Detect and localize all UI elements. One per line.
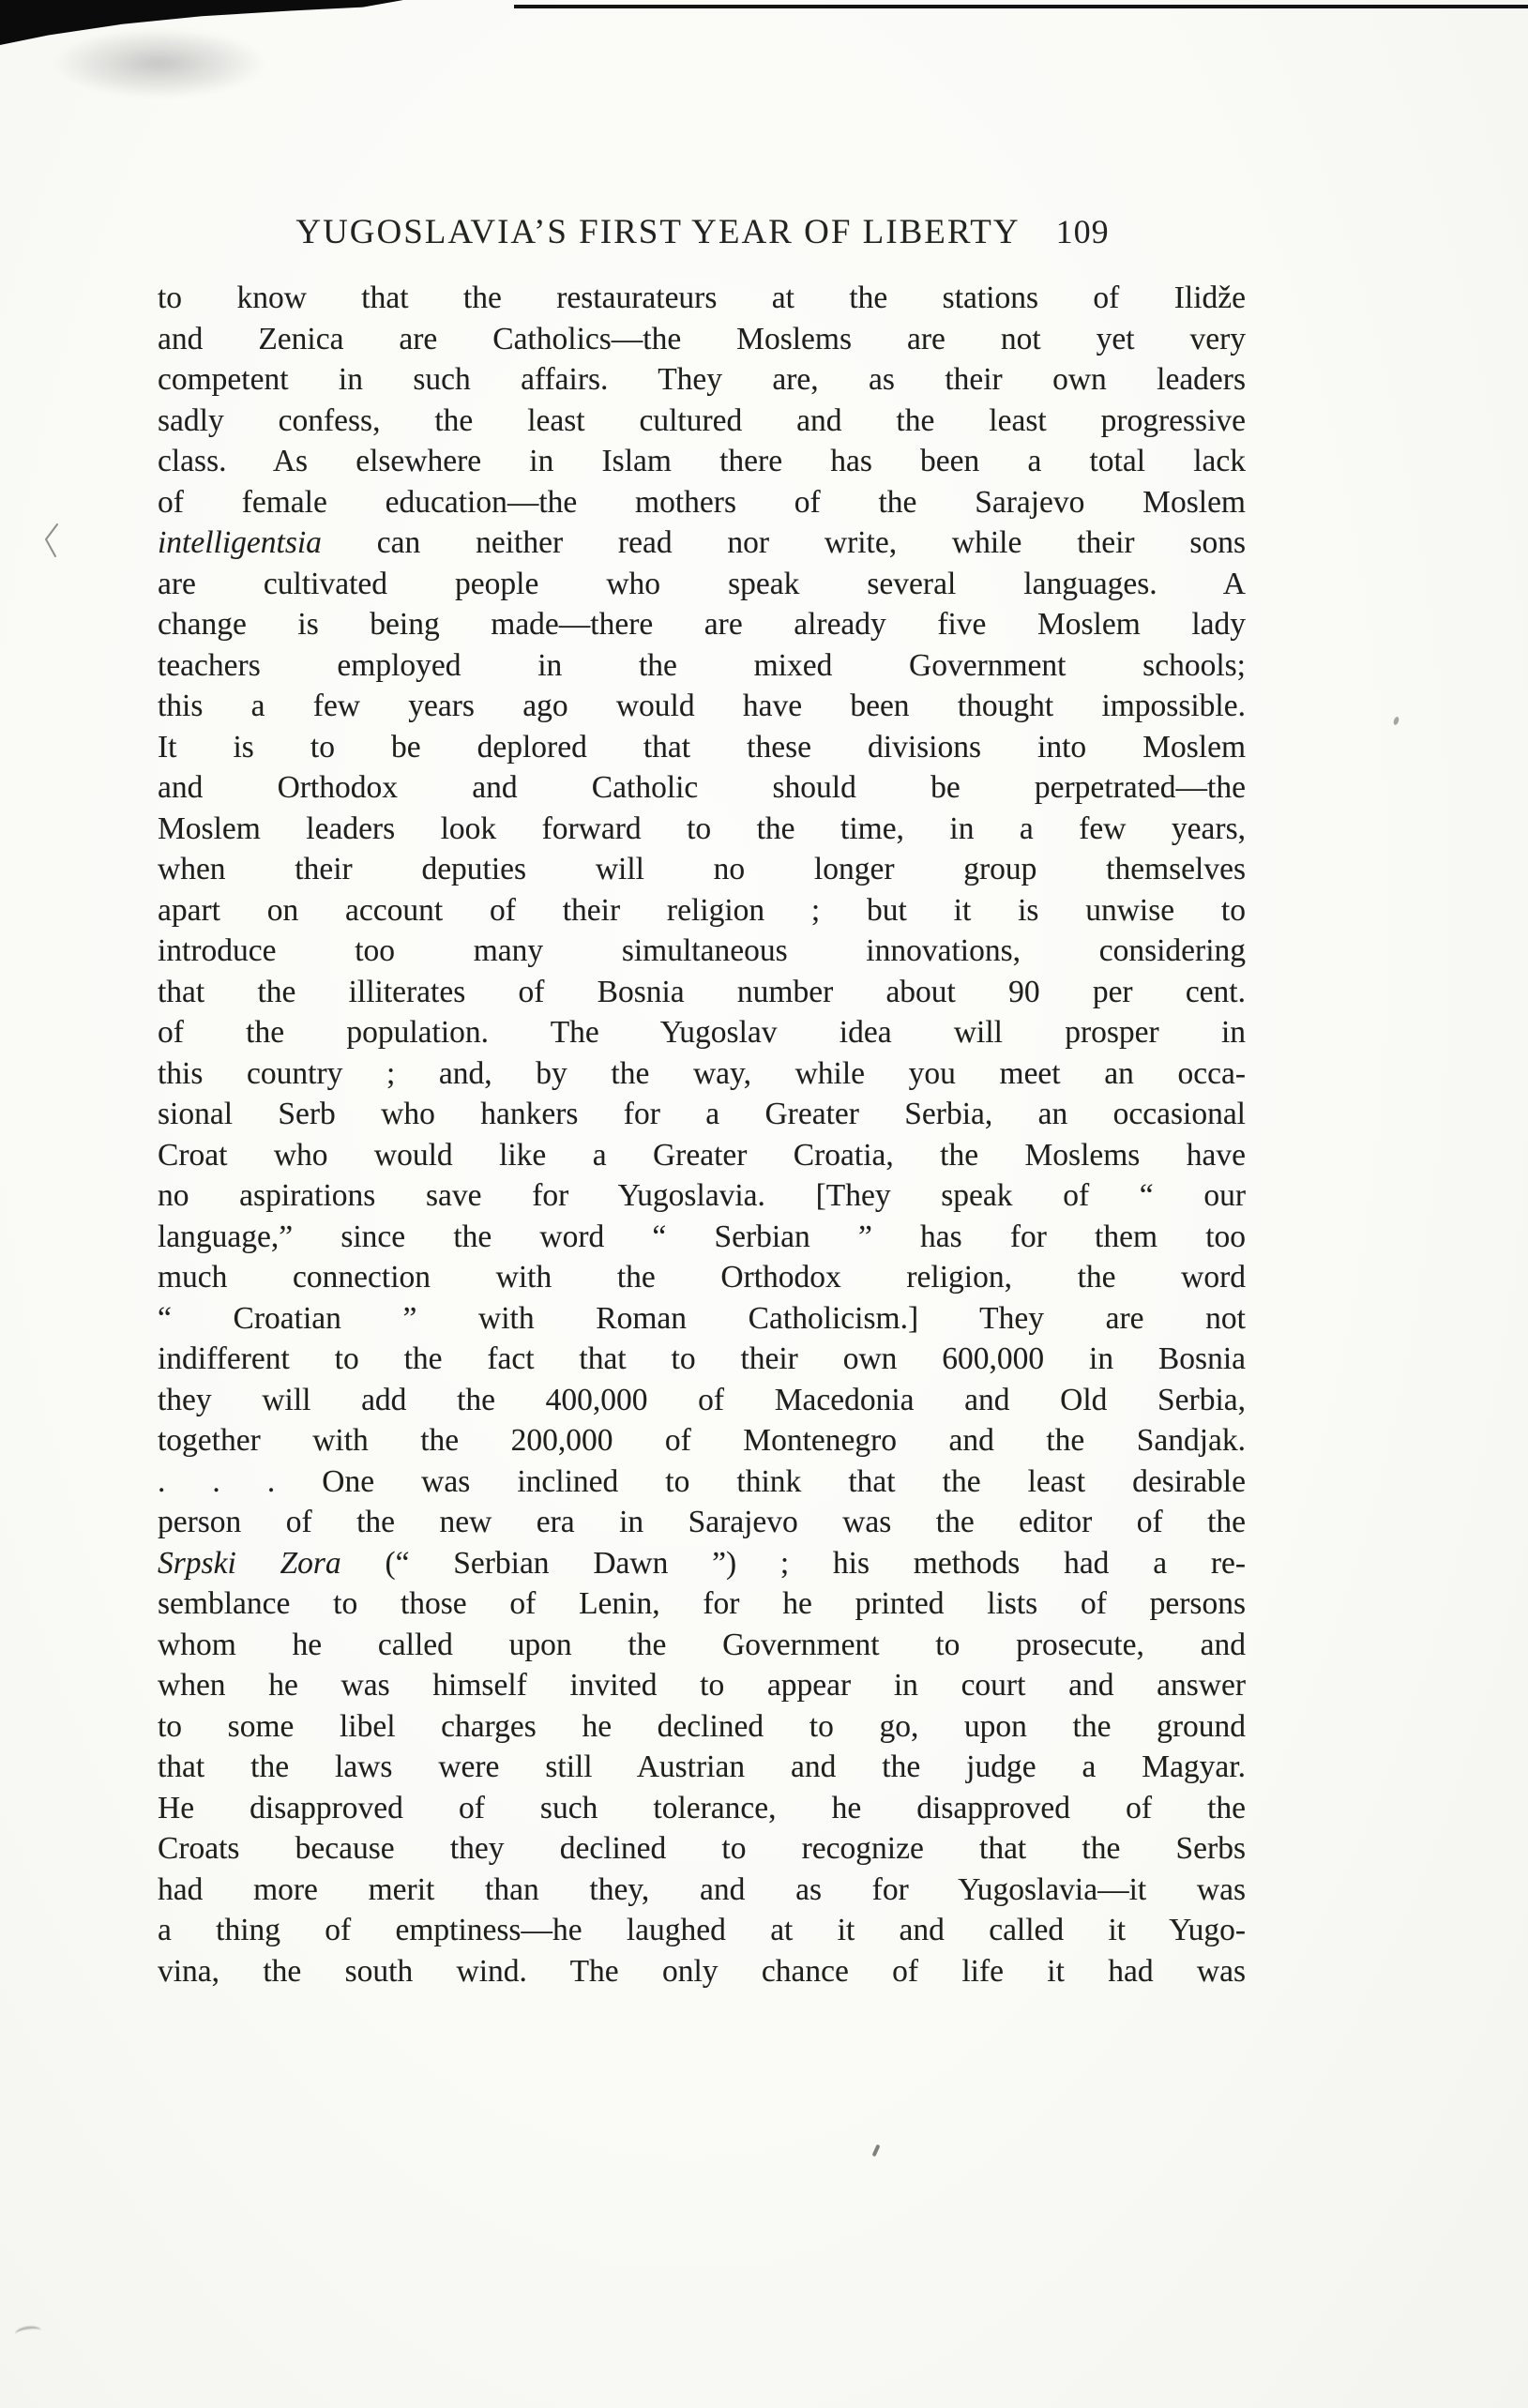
text-line: and Zenica are Catholics—the Moslems are not yet very [158, 321, 1246, 356]
scan-artifact-pencil-mark [41, 522, 62, 559]
scan-artifact-speck [1393, 716, 1400, 725]
text-line: that the laws were still Austrian and the judge a Magyar. [158, 1749, 1246, 1784]
text-line: sadly confess, the least cultured and the least progressive [158, 402, 1246, 438]
text-line: when he was himself invited to appear in court and answer [158, 1668, 1246, 1703]
text-line: Moslem leaders look forward to the time, in a few years, [158, 810, 1246, 846]
text-line: teachers employed in the mixed Government schools; [158, 647, 1246, 683]
text-line: “ Croatian ” with Roman Catholicism.] They are not [158, 1300, 1246, 1336]
text-line: indifferent to the fact that to their own 600,000 in Bosnia [158, 1341, 1246, 1376]
text-line: of female education—the mothers of the Sarajevo Moslem [158, 484, 1246, 520]
text-line: language,” since the word “ Serbian ” has for them too [158, 1219, 1246, 1254]
text-line: change is being made—there are already five Moslem lady [158, 607, 1246, 642]
text-line: . . . One was inclined to think that the least desirable [158, 1463, 1246, 1499]
text-line: competent in such affairs. They are, as their own leaders [158, 362, 1246, 397]
text-line: this country ; and, by the way, while you meet an occa- [158, 1055, 1246, 1091]
text-line: when their deputies will no longer group themselves [158, 852, 1246, 886]
text-line: person of the new era in Sarajevo was the editor of the [158, 1505, 1246, 1539]
text-line: are cultivated people who speak several languages. A [158, 566, 1246, 601]
text-line: intelligentsia can neither read nor write, while their sons [158, 525, 1246, 560]
body-text [158, 278, 1246, 1992]
text-line: He disapproved of such tolerance, he disapproved of the [158, 1790, 1246, 1825]
text-line: to know that the restaurateurs at the stations of Ilidže [158, 280, 1246, 315]
header-title: YUGOSLAVIA’S FIRST YEAR OF LIBERTY [295, 213, 1021, 251]
text-line: of the population. The Yugoslav idea will prosper in [158, 1015, 1246, 1050]
text-line: and Orthodox and Catholic should be perpetrated—the [158, 770, 1246, 805]
text-line: a thing of emptiness—he laughed at it and called it Yugo- [158, 1913, 1246, 1947]
text-line: much connection with the Orthodox religion, the word [158, 1260, 1246, 1295]
text-line: had more merit than they, and as for Yugoslavia—it was [158, 1871, 1246, 1907]
running-header [159, 212, 1246, 252]
scan-artifact-top-rule [514, 5, 1528, 8]
text-line: semblance to those of Lenin, for he printed lists of persons [158, 1586, 1246, 1621]
text-line: It is to be deplored that these divisions into Moslem [158, 729, 1246, 765]
scan-artifact-tick [872, 2144, 881, 2158]
text-line: introduce too many simultaneous innovations, considering [158, 933, 1246, 968]
text-line: vina, the south wind. The only chance of life it had was [158, 1953, 1246, 1989]
scan-artifact-squiggle [14, 2325, 42, 2340]
text-line: no aspirations save for Yugoslavia. [They speak of “ our [158, 1178, 1246, 1213]
scan-artifact-smudge [52, 28, 267, 98]
text-line: that the illiterates of Bosnia number about 90 per cent. [158, 974, 1246, 1009]
text-line: Croats because they declined to recognize that the Serbs [158, 1831, 1246, 1866]
text-line: Croat who would like a Greater Croatia, the Moslems have [158, 1137, 1246, 1173]
text-line: this a few years ago would have been thought impossible. [158, 689, 1246, 723]
text-line: to some libel charges he declined to go, upon the ground [158, 1708, 1246, 1744]
text-line: whom he called upon the Government to prosecute, and [158, 1627, 1246, 1662]
page-number: 109 [1055, 213, 1110, 250]
text-line: apart on account of their religion ; but it is unwise to [158, 892, 1246, 928]
text-line: sional Serb who hankers for a Greater Serbia, an occasional [158, 1097, 1246, 1131]
text-line: together with the 200,000 of Montenegro and the Sandjak. [158, 1423, 1246, 1458]
text-line: class. As elsewhere in Islam there has been a total lack [158, 444, 1246, 478]
text-line: Srpski Zora (“ Serbian Dawn ”) ; his methods had a re- [158, 1545, 1246, 1581]
text-line: they will add the 400,000 of Macedonia and Old Serbia, [158, 1382, 1246, 1417]
